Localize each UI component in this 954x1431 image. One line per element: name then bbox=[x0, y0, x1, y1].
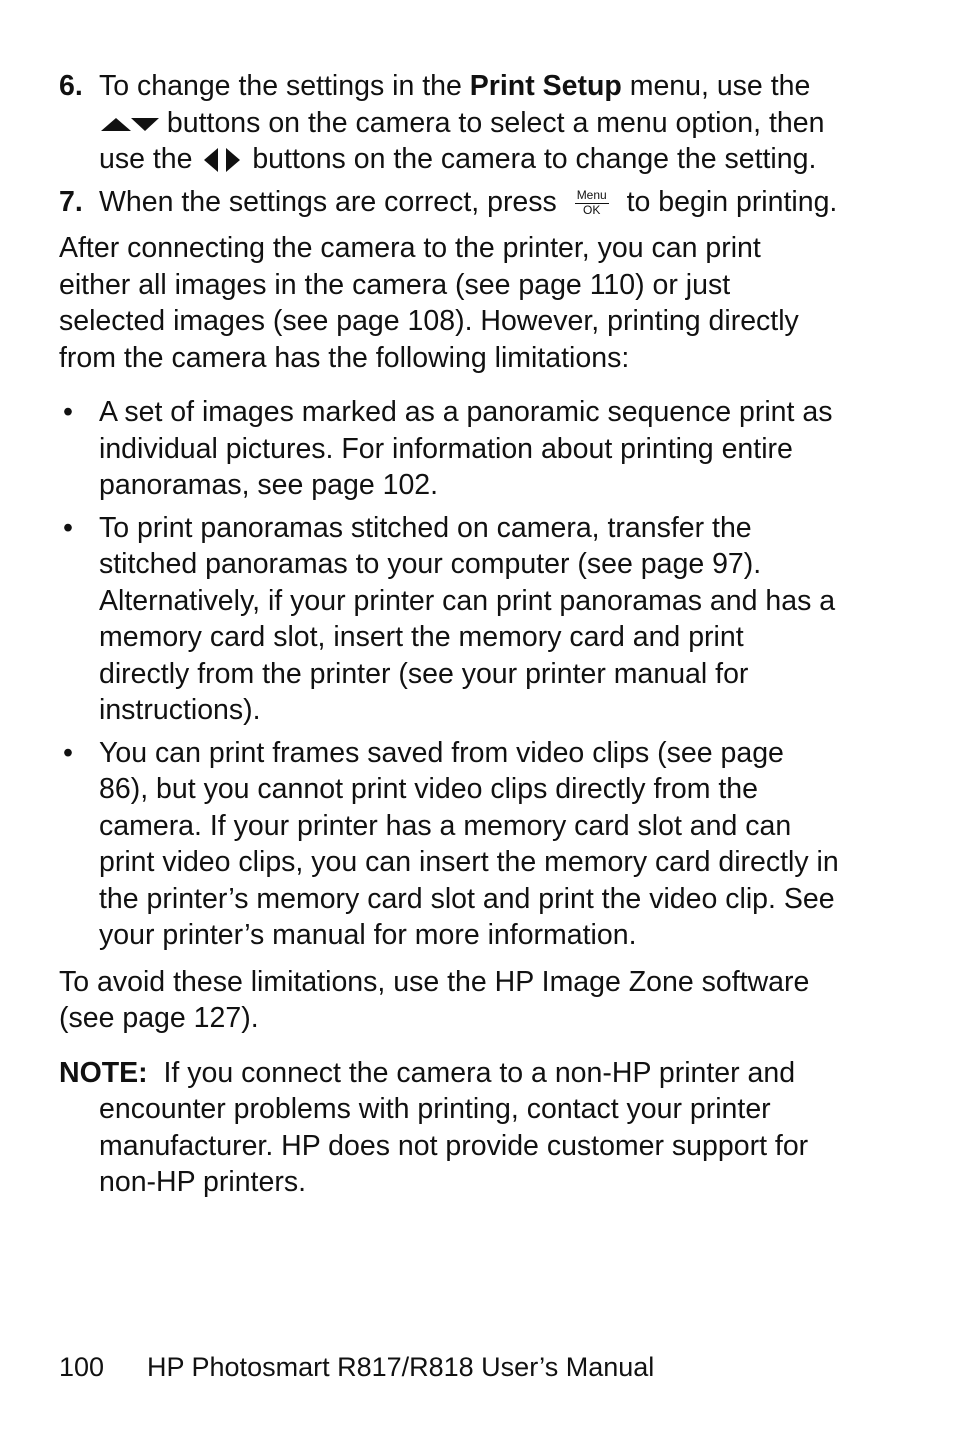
note-text: If you connect the camera to a non-HP printer and encounter problems with printing, contact your printer manufacturer. HP does not provide customer support for non-HP printers. bbox=[99, 1056, 809, 1198]
list-item-text: You can print frames saved from video clips (see page 86), but you cannot print video clips directly from the camera. If your printer has a memory card slot and can print video clips, you can insert the memory card directly in the printer’s memory card slot and print the video clip. See your printer’s manual for more information. bbox=[99, 736, 839, 951]
step-text: When the settings are correct, press bbox=[99, 185, 557, 218]
closing-paragraph: To avoid these limitations, use the HP Image Zone software (see page 127). bbox=[59, 965, 810, 1034]
list-item bbox=[59, 394, 839, 504]
intro-paragraph: After connecting the camera to the printer, you can print either all images in the camera (see page 110) or just selected images (see page 108). However, printing directly from the camera has the following limitations: bbox=[59, 232, 799, 374]
step-6 bbox=[59, 68, 839, 178]
list-item-text: A set of images marked as a panoramic sequence print as individual pictures. For information about printing entire panoramas, see page 102. bbox=[99, 396, 833, 501]
page-footer bbox=[59, 1349, 654, 1385]
step-text: buttons on the camera to change the setting. bbox=[244, 143, 817, 175]
bullet-icon: • bbox=[63, 511, 73, 544]
print-setup-menu-name: Print Setup bbox=[469, 70, 622, 102]
menu-label: Menu bbox=[576, 187, 607, 202]
note bbox=[59, 1055, 839, 1201]
page-content bbox=[59, 68, 839, 1201]
list-item bbox=[59, 735, 839, 954]
note-label: NOTE: bbox=[59, 1056, 148, 1089]
left-right-arrow-buttons-icon bbox=[200, 147, 244, 173]
step-text: To change the settings in the bbox=[99, 70, 470, 102]
ok-label: OK bbox=[583, 202, 601, 217]
menu-ok-button-icon bbox=[571, 189, 613, 217]
limitations-list bbox=[59, 394, 839, 954]
step-number: 6. bbox=[59, 70, 83, 102]
step-text: buttons on the camera to select a menu option, then use the bbox=[99, 106, 825, 175]
step-text: menu, use the bbox=[621, 70, 811, 102]
list-item bbox=[59, 510, 839, 729]
page-number: 100 bbox=[59, 1352, 105, 1382]
bullet-icon: • bbox=[63, 736, 73, 769]
bullet-icon: • bbox=[63, 396, 73, 428]
step-text: to begin printing. bbox=[626, 185, 838, 218]
manual-title: HP Photosmart R817/R818 User’s Manual bbox=[147, 1352, 655, 1382]
step-number: 7. bbox=[59, 185, 83, 218]
step-7 bbox=[59, 184, 839, 221]
list-item-text: To print panoramas stitched on camera, transfer the stitched panoramas to your computer (see page 97). Alternatively, if your printer can print panoramas and has a memory card slot, insert the memory card and print directly from the printer (see your printer manual for instructions). bbox=[99, 511, 836, 726]
up-down-arrow-buttons-icon bbox=[99, 116, 159, 132]
